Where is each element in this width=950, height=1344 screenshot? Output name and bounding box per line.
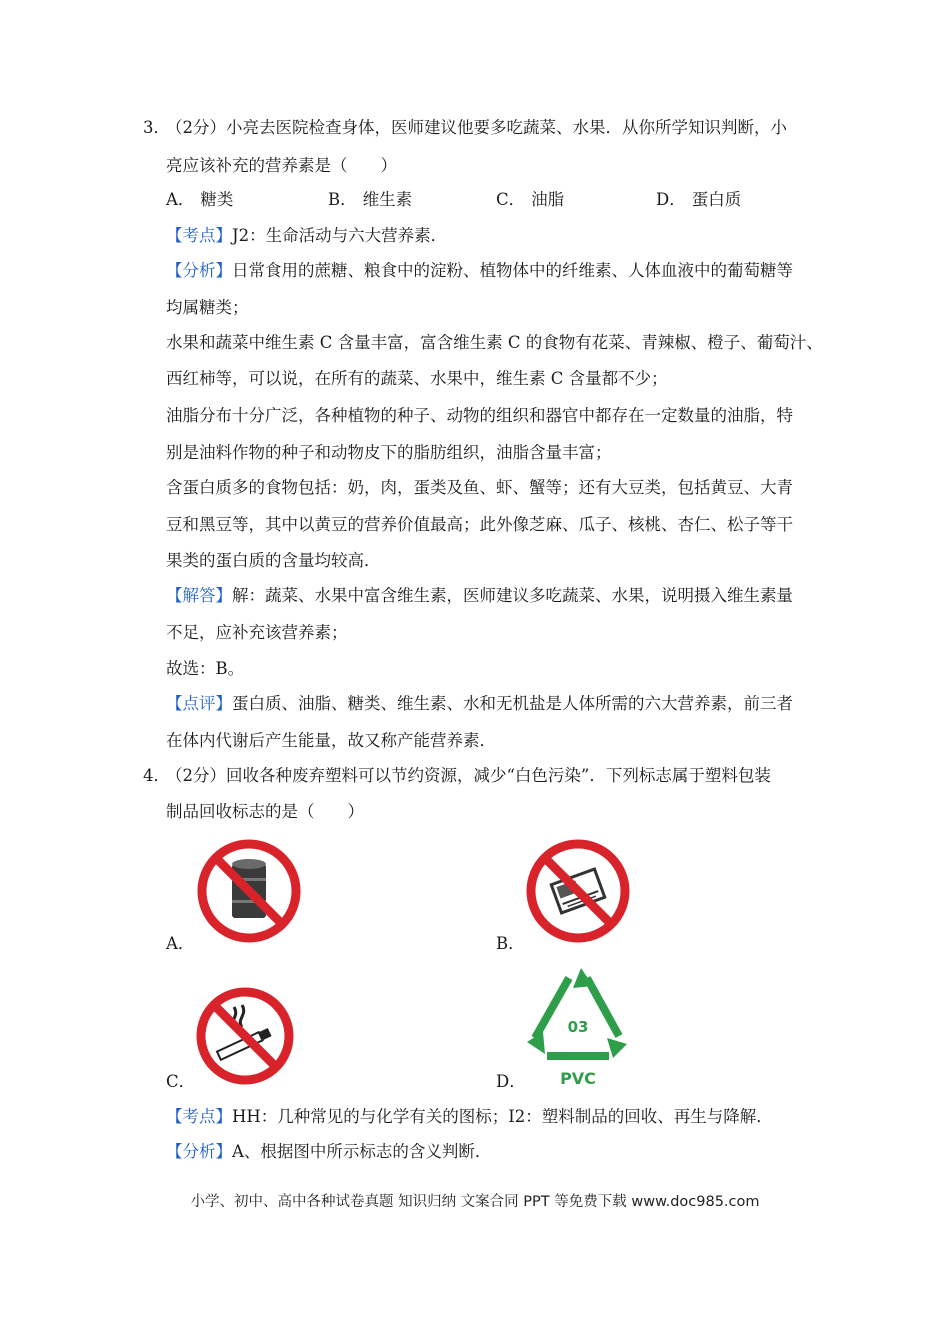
q3-jieda-line1: 【解答】解：蔬菜、水果中富含维生素，医师建议多吃蔬菜、水果，说明摄入维生素量 [166,586,793,605]
q3-fenxi-line8: 豆和黑豆等，其中以黄豆的营养价值最高；此外像芝麻、瓜子、核桃、杏仁、松子等干 [166,515,793,534]
q3-dianping-line2: 在体内代谢后产生能量，故又称产能营养素． [166,731,496,750]
q3-fenxi-line3: 水果和蔬菜中维生素 C 含量丰富，富含维生素 C 的食物有花菜、青辣椒、橙子、葡萄汁、 [166,333,823,352]
q3-fenxi-line9: 果类的蛋白质的含量均较高． [166,551,381,570]
q3-fenxi-line7: 含蛋白质多的食物包括：奶，肉，蛋类及鱼、虾、蟹等；还有大豆类，包括黄豆、大青 [166,478,793,497]
question-3-number: 3． [143,118,170,137]
q3-fenxi-line5: 油脂分布十分广泛，各种植物的种子、动物的组织和器官中都存在一定数量的油脂，特 [166,406,793,425]
q3-fenxi-line6: 别是油料作物的种子和动物皮下的脂肪组织，油脂含量丰富； [166,443,612,462]
q4-kaodian: 【考点】HH：几种常见的与化学有关的图标；I2：塑料制品的回收、再生与降解． [166,1107,773,1126]
kaodian-tag: 【考点】 [166,226,232,245]
question-4-stem-line1: （2分）回收各种废弃塑料可以节约资源，减少“白色污染”．下列标志属于塑料包装 [166,766,771,785]
recycle-code: 03 [567,1018,589,1036]
q3-fenxi-line4: 西红柿等，可以说，在所有的蔬菜、水果中，维生素 C 含量都不少； [166,369,668,388]
question-4-number: 4． [143,766,170,785]
q3-fenxi-line1: 【分析】日常食用的蔗糖、粮食中的淀粉、植物体中的纤维素、人体血液中的葡萄糖等 [166,261,793,280]
q3-option-d: D． 蛋白质 [656,190,742,209]
no-smoking-icon [194,985,296,1087]
q4-option-b-label: B． [496,934,525,953]
pvc-recycle-icon [523,966,633,1088]
q3-jieda-line3: 故选：B。 [166,659,245,678]
recycle-label: PVC [560,1069,596,1088]
q3-dianping-line1: 【点评】蛋白质、油脂、糖类、维生素、水和无机盐是人体所需的六大营养素，前三者 [166,694,793,713]
question-3-stem-line1: （2分）小亮去医院检查身体，医师建议他要多吃蔬菜、水果．从你所学知识判断，小 [166,118,787,137]
q3-jieda-line2: 不足，应补充该营养素； [166,623,348,642]
q4-option-d-label: D． [496,1072,526,1091]
question-4-stem-line2: 制品回收标志的是（ ） [166,802,364,821]
q4-fenxi: 【分析】A、根据图中所示标志的含义判断． [166,1142,492,1161]
dianping-tag: 【点评】 [166,694,232,713]
fenxi-tag: 【分析】 [166,1142,232,1161]
jieda-tag: 【解答】 [166,586,232,605]
q3-option-b: B． 维生素 [328,190,413,209]
q4-option-a-label: A． [166,934,195,953]
fenxi-tag: 【分析】 [166,261,232,280]
q3-fenxi-line2: 均属糖类； [166,298,249,317]
q3-option-c: C． 油脂 [496,190,565,209]
question-3-stem-line2: 亮应该补充的营养素是（ ） [166,156,397,175]
no-matches-icon [523,836,633,946]
q3-option-a: A． 糖类 [166,190,234,209]
footer: 小学、初中、高中各种试卷真题 知识归纳 文案合同 PPT 等免费下载 www.doc985.com [190,1194,760,1210]
q3-kaodian: 【考点】J2：生命活动与六大营养素． [166,226,448,245]
kaodian-tag: 【考点】 [166,1107,232,1126]
q4-option-c-label: C． [166,1072,196,1091]
no-oil-drum-icon [194,836,304,946]
